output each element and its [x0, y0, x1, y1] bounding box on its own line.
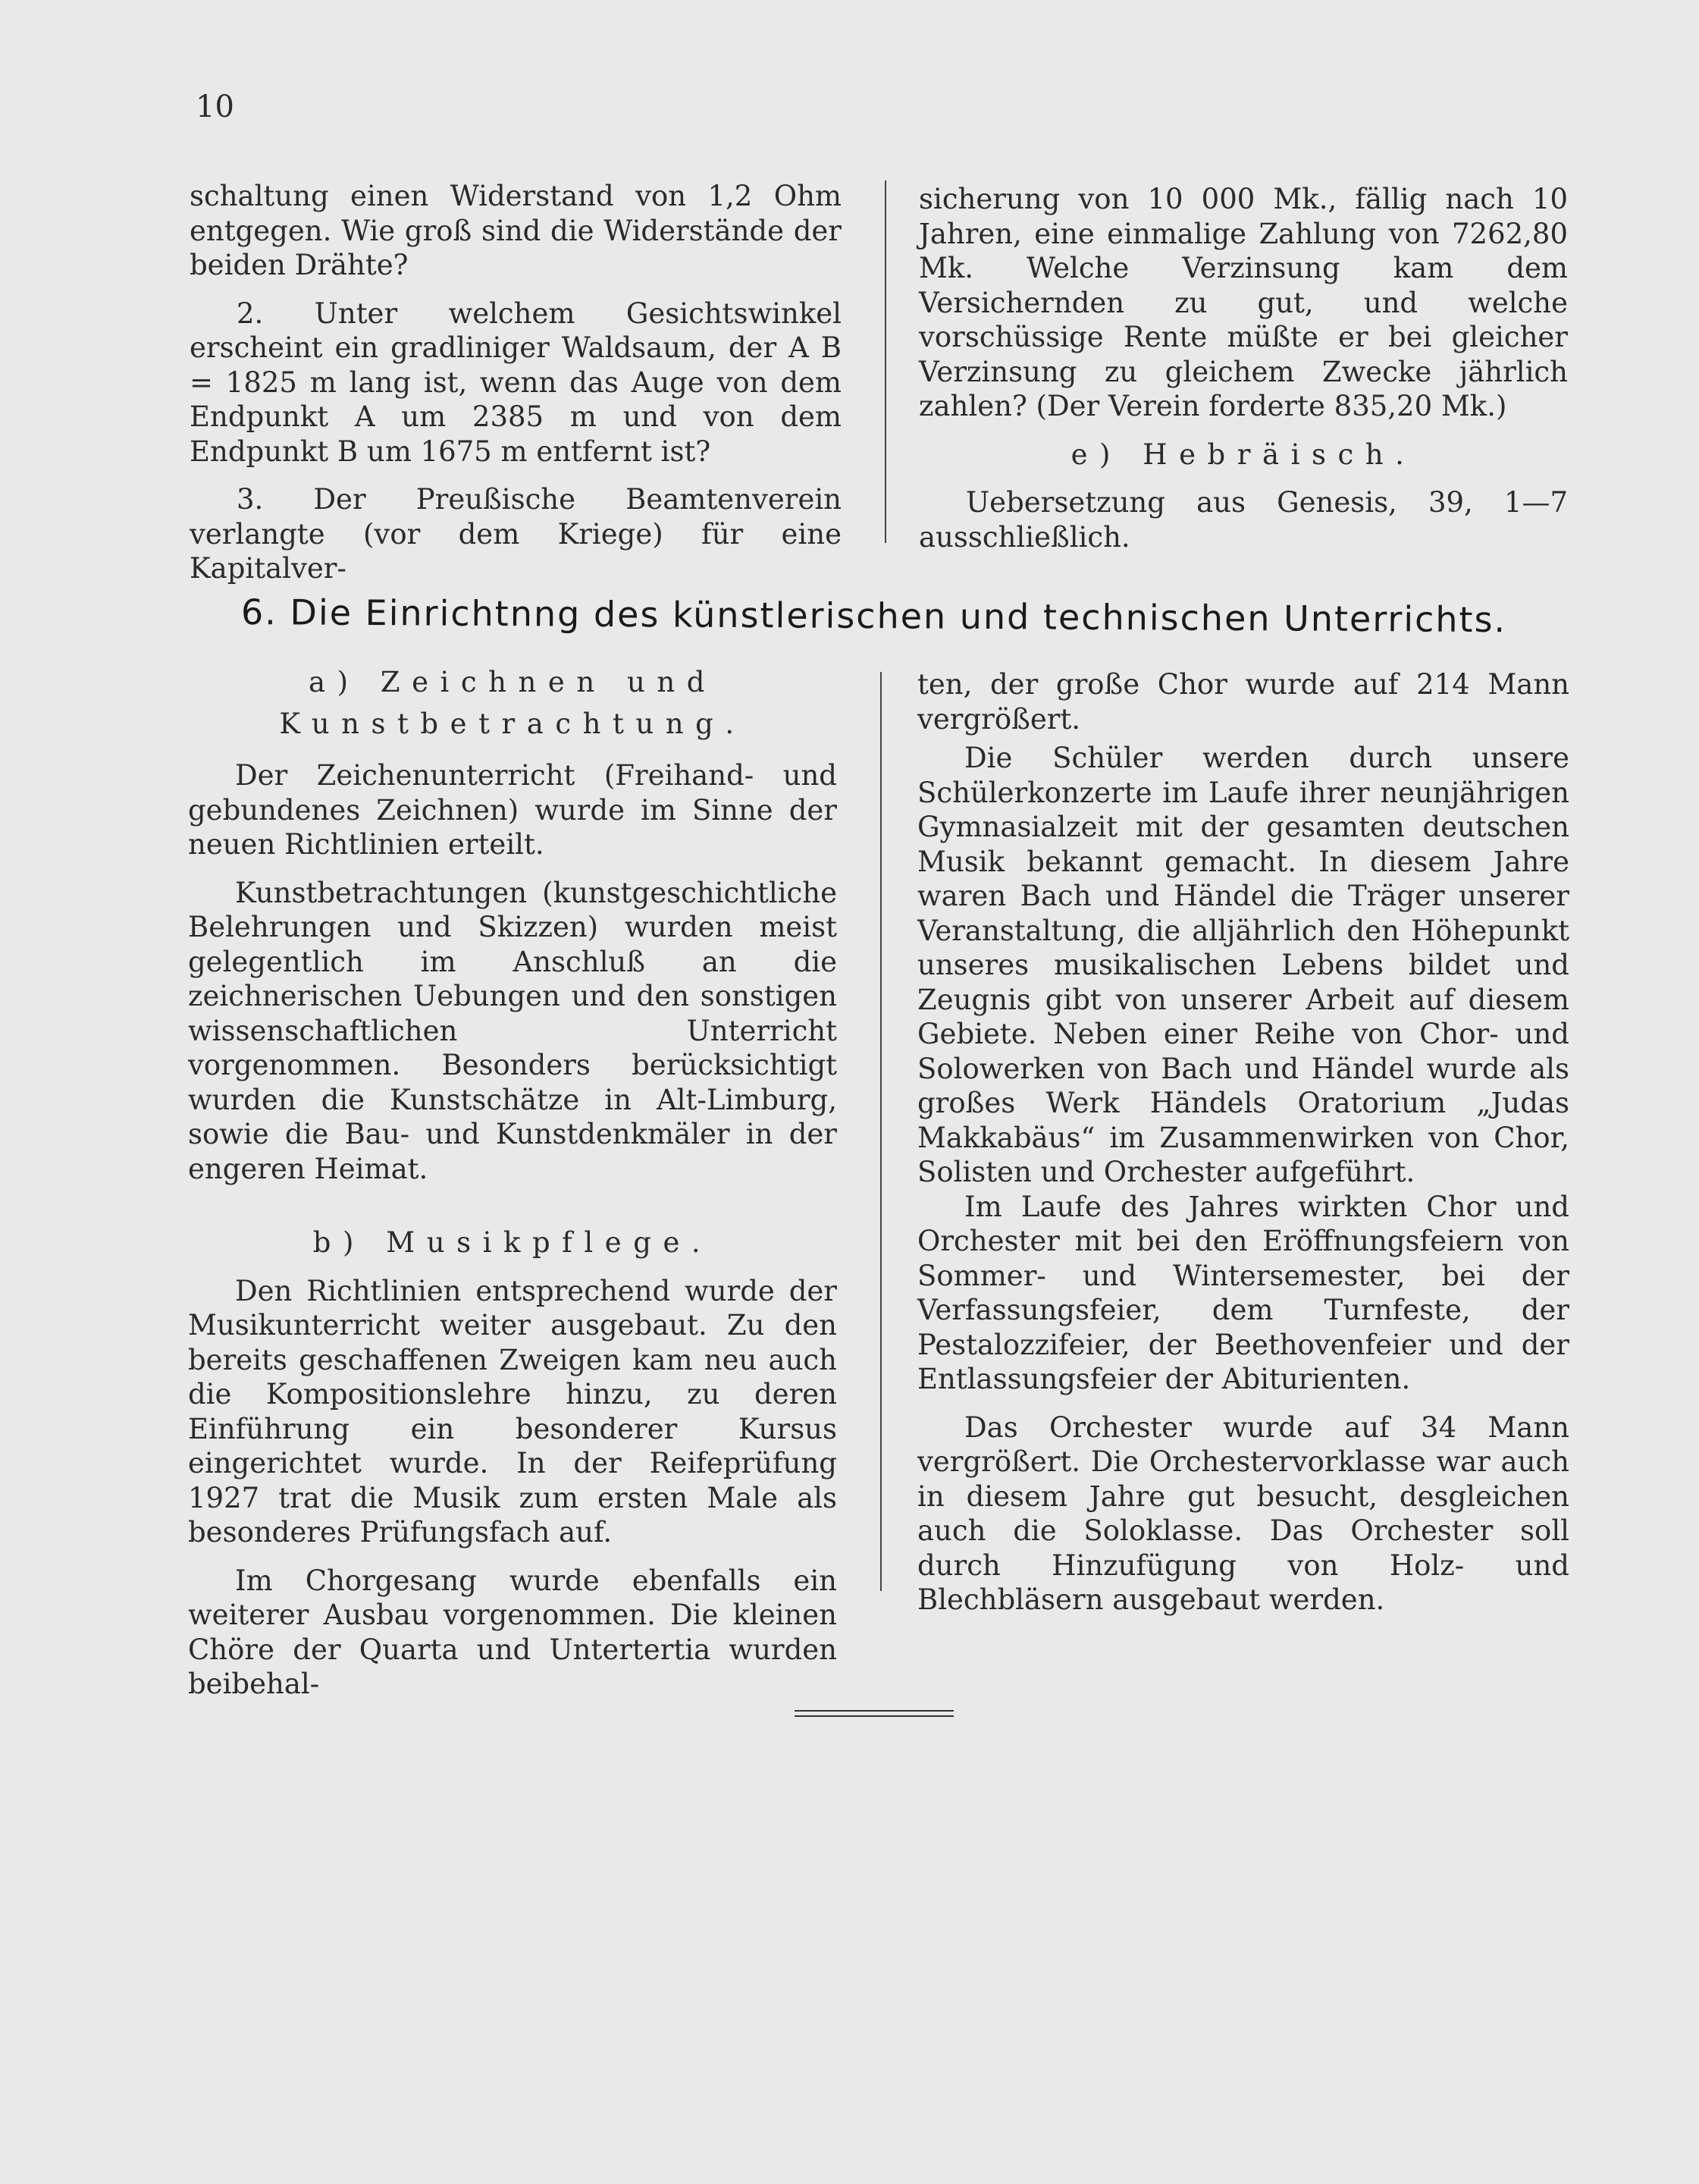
top-right-column [919, 182, 1568, 554]
paragraph: Im Laufe des Jahres wirkten Chor und Orchester mit bei den Eröffnungsfeiern von Sommer- und Wintersemester, bei der Verfassungsfeier, dem Turnfeste, der Pestalozzifeier, der Beethovenfeier und der Entlassungsfeier der Abiturienten. [917, 1190, 1569, 1395]
column-divider [880, 672, 882, 1591]
paragraph: Das Orchester wurde auf 34 Mann vergrößert. Die Orchestervorklasse war auch in diesem Jahre gut besucht, desgleichen auch die Soloklasse. Das Orchester soll durch Hinzufügung von Holz- und Blechbläsern ausgebaut werden. [917, 1410, 1569, 1616]
paragraph: sicherung von 10 000 Mk., fällig nach 10 Jahren, eine einmalige Zahlung von 7262,80 Mk. Welche Verzinsung kam dem Versichernden zu gut, und welche vorschüssige Rente müßte er bei gleicher Verzinsung zu gleichem Zwecke jährlich zahlen? (Der Verein forderte 835,20 Mk.) [919, 183, 1568, 422]
column-divider [885, 180, 886, 543]
paragraph: 2. Unter welchem Gesichtswinkel erscheint ein gradliniger Waldsaum, der A B = 1825 m lang ist, wenn das Auge von dem Endpunkt A um 2385 m und von dem Endpunkt B um 1675 m entfernt ist? [190, 297, 842, 468]
bottom-right-column [917, 667, 1569, 1618]
bottom-left-column [188, 661, 837, 1702]
page-number: 10 [196, 89, 234, 124]
subheading-musikpflege: b) Musikpflege. [312, 1226, 713, 1259]
paragraph: 3. Der Preußische Beamtenverein verlangte (vor dem Kriege) für eine Kapitalver- [190, 483, 842, 585]
paragraph: Den Richtlinien entsprechend wurde der Musikunterricht weiter ausgebaut. Zu den bereits geschaffenen Zweigen kam neu auch die Kompositionslehre hinzu, zu deren Einführung ein besonderer Kursus eingerichtet wurde. In der Reifeprüfung 1927 trat die Musik zum ersten Male als besonderes Prüfungsfach auf. [188, 1274, 837, 1549]
paragraph: Kunstbetrachtungen (kunstgeschichtliche Belehrungen und Skizzen) wurden meist gelegentlich im Anschluß an die zeichnerischen Uebungen und den sonstigen wissenschaftlichen Unterricht vorgenommen. Besonders berücksichtigt wurden die Kunstschätze in Alt-Limburg, sowie die Bau- und Kunstdenkmäler in der engeren Heimat. [188, 876, 837, 1185]
subheading-zeichnen: a) Zeichnen und Kunstbetrachtung. [279, 666, 746, 740]
subheading-hebraisch: e) Hebräisch. [1070, 438, 1416, 471]
paragraph: Uebersetzung aus Genesis, 39, 1—7 ausschließlich. [919, 486, 1568, 554]
paragraph: Der Zeichenunterricht (Freihand- und gebundenes Zeichnen) wurde im Sinne der neuen Richtlinien erteilt. [188, 759, 837, 861]
end-rule-ornament [795, 1710, 954, 1721]
paragraph: ten, der große Chor wurde auf 214 Mann vergrößert. [917, 668, 1569, 736]
top-left-column [190, 179, 842, 586]
paragraph: Im Chorgesang wurde ebenfalls ein weiterer Ausbau vorgenommen. Die kleinen Chöre der Quarta und Untertertia wurden beibehal- [188, 1564, 837, 1700]
section-heading: 6. Die Einrichtnng des künstlerischen und technischen Unterrichts. [240, 592, 1507, 641]
paragraph: Die Schüler werden durch unsere Schülerkonzerte im Laufe ihrer neunjährigen Gymnasialzeit mit der gesamten deutschen Musik bekannt gemacht. In diesem Jahre waren Bach und Händel die Träger unserer Veranstaltung, die alljährlich den Höhepunkt unseres musikalischen Lebens bildet und Zeugnis gibt von unserer Arbeit auf diesem Gebiete. Neben einer Reihe von Chor- und Solowerken von Bach und Händel wurde als großes Werk Händels Oratorium „Judas Makkabäus“ im Zusammenwirken von Chor, Solisten und Orchester aufgeführt. [917, 742, 1569, 1188]
paragraph: schaltung einen Widerstand von 1,2 Ohm entgegen. Wie groß sind die Widerstände der beiden Drähte? [190, 180, 842, 281]
